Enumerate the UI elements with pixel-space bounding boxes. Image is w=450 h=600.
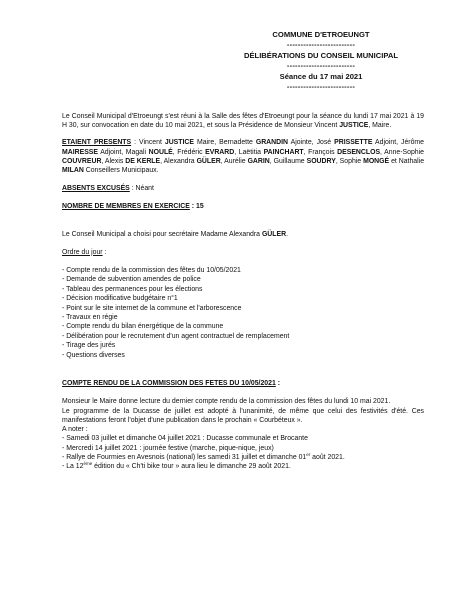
ordre-label: Ordre du jour — [62, 248, 103, 256]
presents-text-part: , Anne-Sophie — [380, 148, 425, 156]
compte-rendu-list — [62, 434, 424, 472]
presents-text-part: Maire, Bernadette — [193, 139, 256, 147]
ordre-suffix: : — [102, 248, 107, 256]
ordre-list — [62, 266, 424, 360]
absents-label: ABSENTS EXCUSÉS — [62, 185, 130, 193]
compte-rendu-title: COMPTE RENDU DE LA COMMISSION DES FETES DU 10/05/2021 — [62, 380, 276, 388]
intro-paragraph — [62, 112, 424, 130]
compte-rendu-p3: A noter : — [62, 425, 88, 433]
member-surname: DE KERLE — [125, 157, 161, 165]
secretaire-end: . — [286, 230, 288, 238]
member-surname: COUVREUR — [62, 157, 102, 165]
ordre-item: - Tirage des jurés — [62, 342, 116, 350]
presents-text-part: Adjoint, Magali — [98, 148, 149, 156]
commune-name: COMMUNE D'ETROEUNGT — [272, 30, 370, 39]
ordre-item: - Point sur le site internet de la commune et l'arborescence — [62, 304, 242, 312]
ordre-item: - Compte rendu de la commission des fêtes du 10/05/2021 — [62, 267, 241, 275]
secretaire-line — [62, 230, 424, 239]
presents-paragraph — [62, 138, 424, 175]
presents-text-part: , Alexandra — [160, 157, 197, 165]
member-surname: GÜLER — [196, 157, 221, 165]
event-text: août 2021. — [310, 453, 345, 461]
compte-rendu-p2: Le programme de la Ducasse de juillet est adopté à l'unanimité, de même que celui des festivités d'été. Ces manifestations feront l'objet d'une publication dans le prochain « Courbéteux ». — [62, 407, 424, 424]
document-body — [62, 112, 424, 472]
superscript: er — [306, 451, 311, 457]
ordre-item: - Compte rendu du bilan énergétique de la commune — [62, 323, 224, 331]
presents-text-part: et Nathalie — [389, 157, 425, 165]
event-item — [62, 453, 424, 462]
event-text: édition du « Ch'ti bike tour » aura lieu le dimanche 29 août 2021. — [92, 463, 291, 471]
intro-text: Le Conseil Municipal d'Etroeungt s'est réuni à la Salle des fêtes d'Etroeungt pour la séance du lundi 17 mai 2021 à 19 H 30, sur convocation en date du 10 mai 2021, et sous la Présidence de Monsieur Vincent — [62, 113, 424, 130]
member-surname: GARIN — [247, 157, 270, 165]
member-surname: NOULÉ — [148, 148, 173, 156]
compte-rendu-suffix: : — [275, 380, 280, 388]
presents-label: ETAIENT PRESENTS — [62, 139, 132, 147]
member-surname: MILAN — [62, 167, 84, 175]
absents-line — [62, 184, 424, 193]
presents-text-part: , Frédéric — [172, 148, 206, 156]
president-name: JUSTICE — [339, 122, 369, 130]
member-surname: GRANDIN — [255, 139, 288, 147]
presents-text-part: , Aurélie — [220, 157, 248, 165]
presents-text-part: , Laëtitia — [234, 148, 264, 156]
presents-text-part: , Alexis — [101, 157, 126, 165]
absents-value: : Néant — [129, 185, 154, 193]
superscript: ème — [83, 461, 93, 467]
member-surname: DESENCLOS — [337, 148, 381, 156]
presents-text-part: Adjoint, Jérôme — [372, 139, 424, 147]
header-separator: ------------------------- — [286, 61, 356, 71]
compte-rendu-heading — [62, 379, 424, 388]
presents-text-part: : Vincent — [131, 139, 165, 147]
ordre-item: - Demande de subvention amendes de police — [62, 276, 201, 284]
event-text: - Rallye de Fourmies en Avesnois (national) les samedi 31 juillet et dimanche 01 — [62, 453, 307, 461]
secretaire-text: Le Conseil Municipal a choisi pour secrétaire Madame Alexandra — [62, 230, 262, 238]
member-surname: PRISSETTE — [334, 139, 373, 147]
compte-rendu-p1: Monsieur le Maire donne lecture du dernier compte rendu de la commission des fêtes du lundi 10 mai 2021. — [62, 398, 391, 406]
member-surname: PAINCHART — [263, 148, 304, 156]
ordre-item: - Questions diverses — [62, 351, 125, 359]
header-separator: ------------------------- — [286, 82, 356, 92]
membres-line — [62, 202, 424, 211]
secretaire-name: GÜLER — [261, 230, 287, 238]
event-item: - Mercredi 14 juillet 2021 : journée festive (marche, pique-nique, jeux) — [62, 444, 274, 452]
ordre-item: - Délibération pour le recrutement d'un agent contractuel de remplacement — [62, 332, 290, 340]
header-separator: ------------------------- — [286, 40, 356, 50]
presents-text-part: Ajointe, José — [287, 139, 335, 147]
document-title: DÉLIBÉRATIONS DU CONSEIL MUNICIPAL — [244, 50, 398, 60]
membres-label: NOMBRE DE MEMBRES EN EXERCICE — [62, 203, 190, 211]
member-surname: EVRARD — [205, 148, 235, 156]
presents-text-part: , Guillaume — [269, 157, 307, 165]
event-item: - Samedi 03 juillet et dimanche 04 juillet 2021 : Ducasse communale et Brocante — [62, 435, 308, 443]
ordre-item: - Travaux en régie — [62, 314, 118, 322]
ordre-item: - Décision modificative budgétaire n°1 — [62, 295, 178, 303]
event-text: - La 12 — [62, 463, 84, 471]
ordre-heading — [62, 248, 424, 257]
member-surname: JUSTICE — [164, 139, 194, 147]
member-surname: MAIRESSE — [62, 148, 98, 156]
intro-text-end: , Maire. — [368, 122, 392, 130]
presents-text-part: , François — [303, 148, 338, 156]
presents-text-part: Conseillers Municipaux. — [83, 167, 159, 175]
member-surname: MONGÉ — [363, 157, 390, 165]
document-header — [236, 30, 406, 92]
ordre-item: - Tableau des permanences pour les élections — [62, 285, 203, 293]
presents-text-part: , Sophie — [335, 157, 364, 165]
event-item — [62, 462, 424, 471]
member-surname: SOUDRY — [306, 157, 336, 165]
membres-value: : 15 — [189, 203, 204, 211]
seance-date: Séance du 17 mai 2021 — [279, 71, 363, 81]
